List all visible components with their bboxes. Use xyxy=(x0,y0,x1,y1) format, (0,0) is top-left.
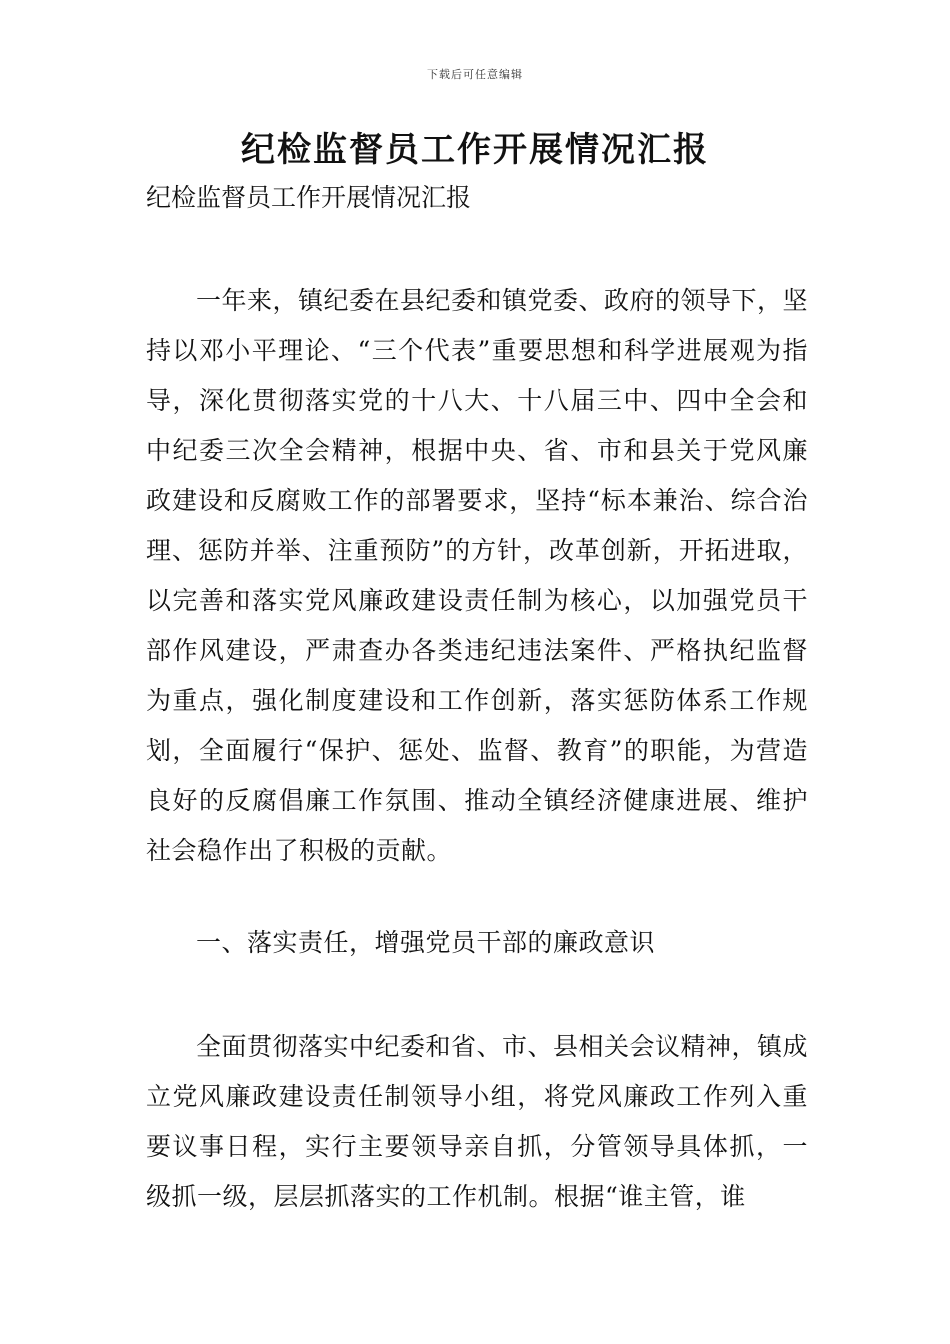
document-title: 纪检监督员工作开展情况汇报 xyxy=(241,130,709,170)
section-heading-1: 一、落实责任，增强党员干部的廉政意识 xyxy=(196,928,656,957)
body-paragraph-responsibility: 全面贯彻落实中纪委和省、市、县相关会议精神，镇成立党风廉政建设责任制领导小组，将党风廉政工作列入重要议事日程，实行主要领导亲自抓，分管领导具体抓，一级抓一级，层层抓落实的工作机制。根据“谁主管，谁 xyxy=(146,1032,809,1211)
body-paragraph-intro: 一年来，镇纪委在县纪委和镇党委、政府的领导下，坚持以邓小平理论、“三个代表”重要思想和科学进展观为指导，深化贯彻落实党的十八大、十八届三中、四中全会和中纪委三次全会精神，根据中央、省、市和县关于党风廉政建设和反腐败工作的部署要求，坚持“标本兼治、综合治理、惩防并举、注重预防”的方针，改革创新，开拓进取，以完善和落实党风廉政建设责任制为核心，以加强党员干部作风建设，严肃查办各类违纪违法案件、严格执纪监督为重点，强化制度建设和工作创新，落实惩防体系工作规划，全面履行“保护、惩处、监督、教育”的职能，为营造良好的反腐倡廉工作氛围、推动全镇经济健康进展、维护社会稳作出了积极的贡献。 xyxy=(146,286,809,865)
header-note: 下载后可任意编辑 xyxy=(427,68,523,81)
document-subtitle: 纪检监督员工作开展情况汇报 xyxy=(146,183,472,212)
